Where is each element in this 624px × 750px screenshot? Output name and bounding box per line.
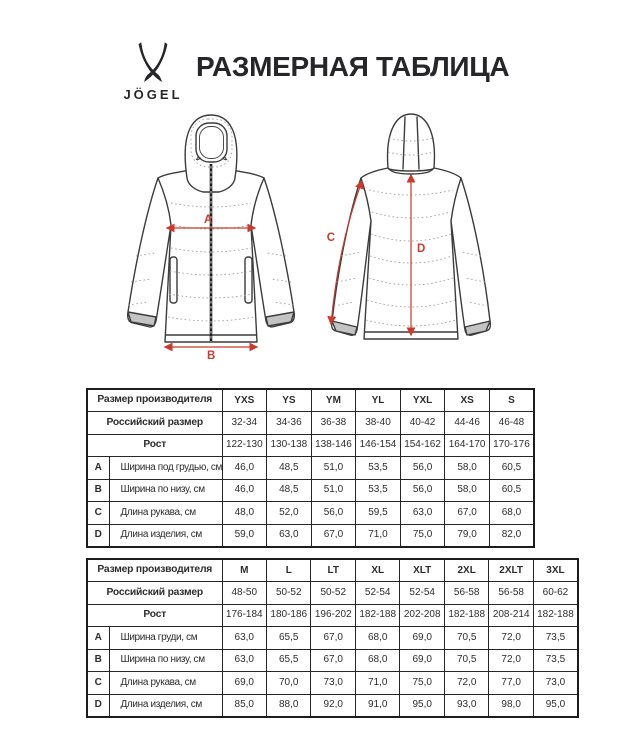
measure-value: 88,0 bbox=[267, 694, 311, 717]
measure-value: 72,0 bbox=[489, 649, 533, 672]
size-value: 176-184 bbox=[222, 604, 266, 627]
measure-value: 67,0 bbox=[311, 627, 355, 650]
row-label: Рост bbox=[87, 604, 222, 627]
size-code: YXL bbox=[400, 389, 445, 412]
measure-value: 67,0 bbox=[311, 524, 356, 547]
measure-value: 68,0 bbox=[489, 502, 534, 525]
measure-value: 73,5 bbox=[533, 649, 578, 672]
size-code: XLT bbox=[400, 559, 444, 582]
measure-value: 75,0 bbox=[400, 672, 444, 695]
brand-logo bbox=[114, 40, 192, 102]
measure-value: 69,0 bbox=[400, 627, 444, 650]
size-code: 2XLT bbox=[489, 559, 533, 582]
size-code: L bbox=[267, 559, 311, 582]
size-value: 182-188 bbox=[355, 604, 399, 627]
measure-letter: A bbox=[87, 627, 109, 650]
measure-value: 73,0 bbox=[533, 672, 578, 695]
measure-value: 46,0 bbox=[222, 479, 267, 502]
size-value: 170-176 bbox=[489, 434, 534, 457]
header-row bbox=[87, 604, 578, 627]
size-value: 138-146 bbox=[311, 434, 356, 457]
size-value: 56-58 bbox=[444, 582, 488, 605]
size-value: 182-188 bbox=[444, 604, 488, 627]
page-title: РАЗМЕРНАЯ ТАБЛИЦА bbox=[196, 51, 510, 82]
measure-name: Длина изделия, см bbox=[109, 694, 222, 717]
measure-value: 85,0 bbox=[222, 694, 266, 717]
measure-value: 72,0 bbox=[444, 672, 488, 695]
measure-value: 56,0 bbox=[400, 479, 445, 502]
size-code: YS bbox=[267, 389, 312, 412]
measure-name: Ширина груди, см bbox=[109, 627, 222, 650]
measure-value: 70,5 bbox=[444, 649, 488, 672]
jacket-front-diagram bbox=[95, 106, 320, 362]
measure-letter: D bbox=[87, 524, 109, 547]
measure-value: 48,5 bbox=[267, 479, 312, 502]
measure-value: 95,0 bbox=[400, 694, 444, 717]
measure-value: 48,0 bbox=[222, 502, 267, 525]
measure-value: 60,5 bbox=[489, 457, 534, 480]
measure-value: 51,0 bbox=[311, 457, 356, 480]
measure-value: 91,0 bbox=[355, 694, 399, 717]
size-value: 202-208 bbox=[400, 604, 444, 627]
row-label: Размер производителя bbox=[87, 559, 222, 582]
size-table-youth bbox=[86, 388, 535, 548]
measure-value: 58,0 bbox=[445, 457, 490, 480]
measure-name: Длина рукава, см bbox=[109, 672, 222, 695]
size-value: 52-54 bbox=[400, 582, 444, 605]
measure-label-b: B bbox=[207, 350, 216, 362]
measure-row bbox=[87, 694, 578, 717]
measure-row bbox=[87, 672, 578, 695]
pocket-left bbox=[170, 257, 177, 303]
measure-value: 59,5 bbox=[356, 502, 401, 525]
measure-letter: C bbox=[87, 502, 109, 525]
size-value: 154-162 bbox=[400, 434, 445, 457]
measure-value: 93,0 bbox=[444, 694, 488, 717]
size-value: 32-34 bbox=[222, 412, 267, 435]
pocket-right bbox=[245, 257, 252, 303]
measure-label-d: D bbox=[417, 243, 426, 255]
size-value: 56-58 bbox=[489, 582, 533, 605]
measure-letter: A bbox=[87, 457, 109, 480]
measure-name: Ширина под грудью, см bbox=[109, 457, 222, 480]
size-value: 208-214 bbox=[489, 604, 533, 627]
measure-value: 73,5 bbox=[533, 627, 578, 650]
header-row bbox=[87, 582, 578, 605]
measure-value: 53,5 bbox=[356, 457, 401, 480]
size-value: 60-62 bbox=[533, 582, 578, 605]
measure-value: 70,5 bbox=[444, 627, 488, 650]
measure-value: 48,5 bbox=[267, 457, 312, 480]
size-value: 38-40 bbox=[356, 412, 401, 435]
measure-row bbox=[87, 524, 534, 547]
measure-value: 71,0 bbox=[355, 672, 399, 695]
size-value: 46-48 bbox=[489, 412, 534, 435]
measure-letter: C bbox=[87, 672, 109, 695]
measure-value: 95,0 bbox=[533, 694, 578, 717]
measure-value: 68,0 bbox=[355, 649, 399, 672]
size-value: 44-46 bbox=[445, 412, 490, 435]
measure-value: 69,0 bbox=[400, 649, 444, 672]
measure-value: 73,0 bbox=[311, 672, 355, 695]
measure-letter: D bbox=[87, 694, 109, 717]
brand-logo-icon bbox=[135, 40, 171, 86]
size-value: 50-52 bbox=[267, 582, 311, 605]
header-row bbox=[87, 559, 578, 582]
size-value: 48-50 bbox=[222, 582, 266, 605]
measure-value: 63,0 bbox=[222, 649, 266, 672]
size-value: 130-138 bbox=[267, 434, 312, 457]
size-value: 180-186 bbox=[267, 604, 311, 627]
measure-label-a: A bbox=[204, 214, 213, 226]
row-label: Размер производителя bbox=[87, 389, 222, 412]
measure-row bbox=[87, 502, 534, 525]
measure-value: 82,0 bbox=[489, 524, 534, 547]
measure-value: 67,0 bbox=[311, 649, 355, 672]
measure-value: 56,0 bbox=[311, 502, 356, 525]
header-row bbox=[87, 389, 534, 412]
measure-letter: B bbox=[87, 479, 109, 502]
row-label: Рост bbox=[87, 434, 222, 457]
measure-name: Ширина по низу, см bbox=[109, 479, 222, 502]
size-code: M bbox=[222, 559, 266, 582]
measure-value: 65,5 bbox=[267, 627, 311, 650]
size-value: 52-54 bbox=[355, 582, 399, 605]
measure-row bbox=[87, 457, 534, 480]
measure-value: 79,0 bbox=[445, 524, 490, 547]
brand-wordmark: JÖGEL bbox=[123, 87, 183, 102]
measure-value: 75,0 bbox=[400, 524, 445, 547]
measure-value: 53,5 bbox=[356, 479, 401, 502]
measure-label-c: C bbox=[326, 232, 335, 244]
size-value: 164-170 bbox=[445, 434, 490, 457]
size-value: 36-38 bbox=[311, 412, 356, 435]
measure-value: 46,0 bbox=[222, 457, 267, 480]
size-value: 34-36 bbox=[267, 412, 312, 435]
measure-value: 72,0 bbox=[489, 627, 533, 650]
measure-value: 71,0 bbox=[356, 524, 401, 547]
measure-value: 59,0 bbox=[222, 524, 267, 547]
header-row bbox=[87, 434, 534, 457]
size-value: 40-42 bbox=[400, 412, 445, 435]
hood-back bbox=[388, 114, 435, 171]
measure-value: 52,0 bbox=[267, 502, 312, 525]
size-table-adult bbox=[86, 558, 579, 718]
measure-value: 63,0 bbox=[400, 502, 445, 525]
measure-name: Ширина по низу, см bbox=[109, 649, 222, 672]
measure-value: 60,5 bbox=[489, 479, 534, 502]
measure-value: 51,0 bbox=[311, 479, 356, 502]
measure-value: 63,0 bbox=[222, 627, 266, 650]
measure-value: 67,0 bbox=[445, 502, 490, 525]
size-value: 50-52 bbox=[311, 582, 355, 605]
measure-value: 65,5 bbox=[267, 649, 311, 672]
size-code: 3XL bbox=[533, 559, 578, 582]
row-label: Российский размер bbox=[87, 582, 222, 605]
size-code: 2XL bbox=[444, 559, 488, 582]
measure-name: Длина изделия, см bbox=[109, 524, 222, 547]
size-code: S bbox=[489, 389, 534, 412]
row-label: Российский размер bbox=[87, 412, 222, 435]
size-code: LT bbox=[311, 559, 355, 582]
size-code: YXS bbox=[222, 389, 267, 412]
measure-value: 77,0 bbox=[489, 672, 533, 695]
hood-opening bbox=[196, 123, 227, 162]
measure-row bbox=[87, 479, 534, 502]
size-code: XL bbox=[355, 559, 399, 582]
size-value: 122-130 bbox=[222, 434, 267, 457]
size-code: XS bbox=[445, 389, 490, 412]
measure-value: 69,0 bbox=[222, 672, 266, 695]
size-code: YM bbox=[311, 389, 356, 412]
size-value: 146-154 bbox=[356, 434, 401, 457]
header-row bbox=[87, 412, 534, 435]
measure-row bbox=[87, 649, 578, 672]
measure-letter: B bbox=[87, 649, 109, 672]
size-value: 182-188 bbox=[533, 604, 578, 627]
measure-value: 63,0 bbox=[267, 524, 312, 547]
measure-row bbox=[87, 627, 578, 650]
measure-value: 58,0 bbox=[445, 479, 490, 502]
measure-value: 68,0 bbox=[355, 627, 399, 650]
measure-value: 98,0 bbox=[489, 694, 533, 717]
measure-value: 56,0 bbox=[400, 457, 445, 480]
jacket-back-diagram bbox=[305, 106, 540, 362]
measure-value: 92,0 bbox=[311, 694, 355, 717]
measure-value: 70,0 bbox=[267, 672, 311, 695]
size-value: 196-202 bbox=[311, 604, 355, 627]
measure-name: Длина рукава, см bbox=[109, 502, 222, 525]
size-code: YL bbox=[356, 389, 401, 412]
